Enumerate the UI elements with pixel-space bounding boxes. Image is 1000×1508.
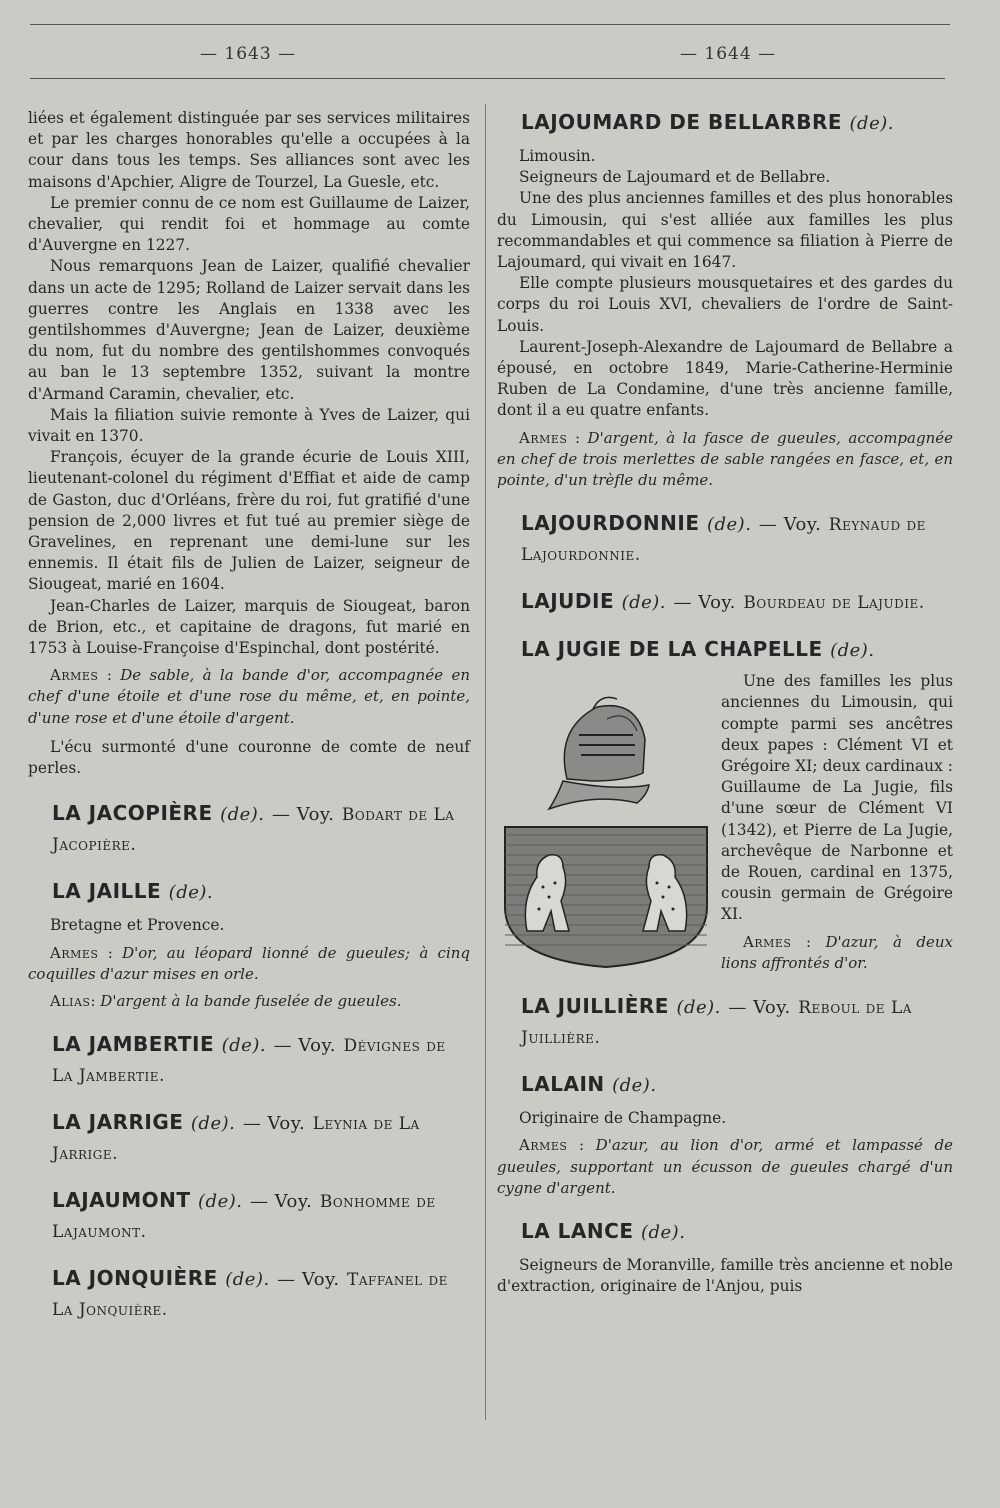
entry-particle: (de). <box>621 592 667 614</box>
entry-name: LA JACOPIÈRE <box>52 801 213 826</box>
arms-text: D'or, au léopard lionné de gueules; à cinq coquilles d'azur mises en orle. <box>28 943 471 983</box>
entry-lajourdonnie <box>497 509 953 569</box>
entry-particle: (de). <box>221 1035 267 1057</box>
entry-heading <box>497 1070 953 1100</box>
arms-paragraph: Armes : D'argent, à la fasce de gueules, accompagnée en chef de trois merlettes de sable rangées en fasce, et, en pointe, d'un trèfle du même. <box>497 428 953 490</box>
paragraph: L'écu surmonté d'une couronne de comte de neuf perles. <box>28 737 470 778</box>
entry-name: LALAIN <box>521 1072 605 1097</box>
paragraph: Mais la filiation suivie remonte à Yves de Laizer, qui vivait en 1370. <box>28 405 470 446</box>
paragraph: Seigneurs de Lajoumard et de Bellabre. <box>519 168 831 187</box>
paragraph: François, écuyer de la grande écurie de Louis XIII, lieutenant-colonel du régiment d'Effiat et aide de camp de Gaston, duc d'Orléans, frère du roi, fut gratifié d'une pension de 2,000 livres et fut tué au premier siège de Gravelines, en reprenant une demi-lune sur les ennemis. Il était fils de Julien de Laizer, seigneur de Siougeat, marié en 1604. <box>28 448 470 594</box>
arms-paragraph: Armes : D'azur, au lion d'or, armé et lampassé de gueules, supportant un écusson de gueules chargé d'un cygne d'argent. <box>497 1136 953 1197</box>
entry-heading <box>497 108 953 138</box>
entry-lajaumont <box>28 1186 470 1246</box>
entry-particle: (de). <box>830 640 875 662</box>
region-text: Bretagne et Provence. <box>50 916 225 935</box>
cross-reference: Bourdeau de Lajudie. <box>743 593 925 614</box>
entry-la-jacopiere <box>28 799 470 859</box>
entry-lalain <box>497 1070 953 1199</box>
entry-heading <box>497 635 953 665</box>
voy-label: — Voy. <box>242 1113 306 1135</box>
cross-reference: Taffanel de La Jonquière. <box>52 1270 448 1321</box>
voy-label: — Voy. <box>249 1191 313 1213</box>
entry-la-jonquiere <box>28 1264 470 1324</box>
cross-reference: Leynia de La Jarrige. <box>52 1114 420 1165</box>
entry-heading <box>28 1030 470 1090</box>
voy-label: — Voy. <box>758 514 822 536</box>
entry-particle: (de). <box>220 804 265 826</box>
arms-label: Armes <box>519 428 568 447</box>
entry-heading <box>28 1186 470 1246</box>
entry-lajoumard-de-bellarbre <box>497 108 953 491</box>
left-column <box>28 108 470 1324</box>
paragraph: Une des familles les plus anciennes du Limousin, qui compte parmi ses ancêtres deux papes : Clément VI et Grégoire XI; deux cardinaux : Guillaume de La Jugie, fils d'une sœur de Clément VI (1342), et Pierre de La Jugie, archevêque de Narbonne et de Rouen, cardinal en 1375, cousin germain de Grégoire XI. <box>721 672 953 924</box>
paragraph: Seigneurs de Moranville, famille très ancienne et noble d'extraction, originaire de l'Anjou, puis <box>497 1255 953 1296</box>
entry-heading <box>497 992 953 1052</box>
entry-particle: (de). <box>612 1075 657 1097</box>
paragraph: Elle compte plusieurs mousquetaires et des gardes du corps du roi Louis XVI, chevaliers de l'ordre de Saint-Louis. <box>497 274 953 335</box>
arms-text: D'azur, au lion d'or, armé et lampassé de gueules, supportant un écusson de gueules chargé d'un cygne d'argent. <box>497 1136 953 1197</box>
arms-paragraph: Armes : De sable, à la bande d'or, accompagnée en chef d'une étoile et d'une rose du même, et, en pointe, d'une rose et d'une étoile d'argent. <box>28 666 470 727</box>
voy-label: — Voy. <box>277 1269 340 1291</box>
arms-paragraph: Armes : D'azur, à deux lions affrontés d'or. <box>721 932 954 972</box>
entry-la-jugie-de-la-chapelle <box>497 635 953 974</box>
entry-name: LA JAILLE <box>52 879 162 904</box>
entry-name: LA JUILLIÈRE <box>521 994 669 1019</box>
entry-name: LAJAUMONT <box>52 1188 191 1213</box>
arms-paragraph: Armes : D'or, au léopard lionné de gueules; à cinq coquilles d'azur mises en orle. <box>28 943 471 983</box>
entry-heading <box>28 1264 470 1324</box>
voy-label: — Voy. <box>272 804 335 826</box>
entry-heading <box>28 877 470 907</box>
coat-of-arms-illustration <box>497 669 715 969</box>
paragraph: Le premier connu de ce nom est Guillaume de Laizer, chevalier, qui rendit foi et hommage au comte d'Auvergne en 1227. <box>28 193 470 255</box>
entry-name: LA JONQUIÈRE <box>52 1266 218 1291</box>
alias-paragraph: Alias: D'argent à la bande fuselée de gueules. <box>50 991 402 1010</box>
entry-name: LA JUGIE DE LA CHAPELLE <box>521 637 823 662</box>
cross-reference: Bodart de La Jacopière. <box>52 805 455 856</box>
entry-particle: (de). <box>225 1269 270 1291</box>
voy-label: — Voy. <box>728 997 791 1019</box>
right-column <box>497 108 953 1297</box>
voy-label: — Voy. <box>273 1035 336 1057</box>
paragraph: liées et également distinguée par ses services militaires et par les charges honorables qu'elle a occupées à la cour dans tous les temps. Ses alliances sont avec les maisons d'Apchier, Aligre de Tourzel, La Guesle, etc. <box>28 109 470 191</box>
entry-la-jarrige <box>28 1108 470 1168</box>
page-number-right: — 1644 — <box>680 44 777 64</box>
page-number-left: — 1643 — <box>200 44 297 64</box>
region-text: Limousin. <box>519 147 596 165</box>
entry-heading <box>497 509 953 569</box>
cross-reference: Reynaud de Lajourdonnie. <box>521 515 926 566</box>
entry-particle: (de). <box>706 514 752 536</box>
entry-la-lance <box>497 1217 953 1297</box>
entry-particle: (de). <box>198 1191 243 1213</box>
entry-particle: (de). <box>849 113 894 134</box>
voy-label: — Voy. <box>673 592 736 614</box>
entry-la-jaille <box>28 877 470 1012</box>
entry-particle: (de). <box>676 997 721 1019</box>
top-rule <box>30 24 950 25</box>
entry-name: LA JAMBERTIE <box>52 1032 215 1057</box>
entry-heading <box>497 1217 953 1247</box>
cross-reference: Bonhomme de Lajaumont. <box>52 1192 436 1243</box>
entry-la-jambertie <box>28 1030 470 1090</box>
entry-particle: (de). <box>640 1221 686 1243</box>
entry-particle: (de). <box>168 882 214 904</box>
entry-heading <box>28 799 470 859</box>
arms-label: Armes <box>743 932 792 951</box>
header-rule <box>30 78 945 79</box>
entry-particle: (de). <box>190 1113 236 1135</box>
helmet-icon <box>549 698 649 810</box>
entry-name: LA LANCE <box>521 1218 634 1243</box>
alias-text: D'argent à la bande fuselée de gueules. <box>100 991 402 1010</box>
arms-text: D'argent, à la fasce de gueules, accompagnée en chef de trois merlettes de sable rangées en fasce, et, en pointe, d'un trèfle du même. <box>497 428 953 490</box>
region-text: Originaire de Champagne. <box>519 1109 727 1128</box>
paragraph: Une des plus anciennes familles et des plus honorables du Limousin, qui s'est alliée aux familles les plus recommandables et qui commence sa filiation à Pierre de Lajoumard, qui vivait en 1647. <box>497 189 953 272</box>
column-divider <box>485 104 486 1420</box>
paragraph: Jean-Charles de Laizer, marquis de Siougeat, baron de Brion, etc., et capitaine de dragons, fut marié en 1753 à Louise-Françoise d'Espinchal, dont postérité. <box>28 596 470 658</box>
paragraph: Laurent-Joseph-Alexandre de Lajoumard de Bellabre a épousé, en octobre 1849, Marie-Catherine-Herminie Ruben de La Condamine, d'une très ancienne famille, dont il a eu quatre enfants. <box>497 337 953 420</box>
paragraph: Nous remarquons Jean de Laizer, qualifié chevalier dans un acte de 1295; Rolland de Laizer servait dans les guerres contre les Anglais en 1338 avec les gentilshommes d'Auvergne; Jean de Laizer, deuxième du nom, fut du nombre des gentilshommes convoqués au ban le 13 septembre 1352, suivant la montre d'Armand Caramin, chevalier, etc. <box>28 257 470 403</box>
arms-label: Armes <box>50 943 99 962</box>
arms-label: Armes <box>519 1136 568 1155</box>
entry-name: LAJUDIE <box>521 589 615 614</box>
entry-lajudie <box>497 587 953 617</box>
entry-name: LAJOUMARD DE BELLARBRE <box>521 110 843 134</box>
arms-text: De sable, à la bande d'or, accompagnée en chef d'une étoile et d'une rose du même, et, en pointe, d'une rose et d'une étoile d'argent. <box>28 666 470 727</box>
alias-label: Alias <box>50 991 91 1010</box>
cross-reference: Reboul de La Juillière. <box>521 998 912 1049</box>
arms-text: D'azur, à deux lions affrontés d'or. <box>721 932 954 972</box>
entry-la-juilliere <box>497 992 953 1052</box>
cross-reference: Dévignes de La Jambertie. <box>52 1036 446 1087</box>
entry-name: LAJOURDONNIE <box>521 511 700 536</box>
arms-label: Armes <box>50 666 99 685</box>
entry-name: LA JARRIGE <box>52 1110 184 1135</box>
entry-heading <box>28 1108 470 1168</box>
entry-heading <box>497 587 953 617</box>
